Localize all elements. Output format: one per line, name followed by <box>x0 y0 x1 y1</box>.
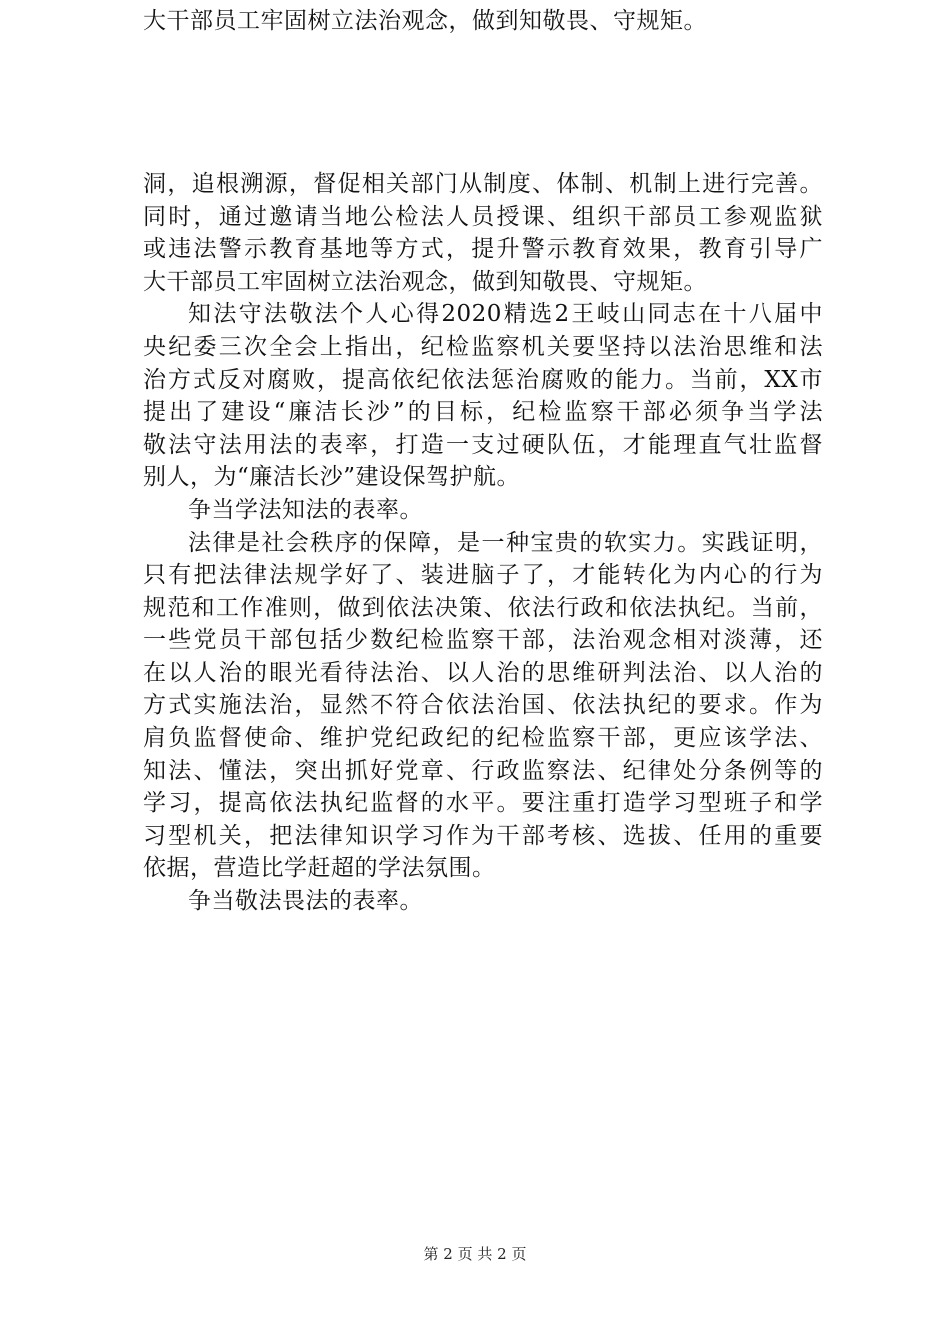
section-heading: 争当学法知法的表率。 <box>188 496 423 523</box>
section-heading: 争当敬法畏法的表率。 <box>188 888 423 915</box>
text-line: 敬法守法用法的表率，打造一支过硬队伍，才能理直气壮监督 <box>143 431 823 458</box>
page-number-footer: 第 2 页 共 2 页 <box>423 1245 527 1263</box>
blank-line <box>143 70 823 103</box>
text-line: 规范和工作准则，做到依法决策、依法行政和依法执纪。当前， <box>143 594 823 621</box>
paragraph-start: 知法守法敬法个人心得2020精选2王岐山同志在十八届中 <box>188 301 823 328</box>
text-line: 提出了建设“廉洁长沙”的目标，纪检监察干部必须争当学法 <box>143 399 823 426</box>
text-line: 同时，通过邀请当地公检法人员授课、组织干部员工参观监狱 <box>143 203 823 230</box>
text-line: 大干部员工牢固树立法治观念，做到知敬畏、守规矩。 <box>143 8 707 34</box>
text-line: 方式实施法治，显然不符合依法治国、依法执纪的要求。作为 <box>143 692 823 719</box>
text-line: 治方式反对腐败，提高依纪依法惩治腐败的能力。当前，XX市 <box>143 366 823 393</box>
text-line: 或违法警示教育基地等方式，提升警示教育效果，教育引导广 <box>143 236 823 263</box>
blank-line <box>143 103 823 136</box>
text-line: 大干部员工牢固树立法治观念，做到知敬畏、守规矩。 <box>143 268 707 295</box>
body-text <box>143 5 823 918</box>
text-line: 学习，提高依法执纪监督的水平。要注重打造学习型班子和学 <box>143 790 823 817</box>
blank-line <box>143 135 823 168</box>
text-line: 一些党员干部包括少数纪检监察干部，法治观念相对淡薄，还 <box>143 627 823 654</box>
text-line: 知法、懂法，突出抓好党章、行政监察法、纪律处分条例等的 <box>143 757 823 784</box>
text-line: 肩负监督使命、维护党纪政纪的纪检监察干部，更应该学法、 <box>143 725 823 752</box>
text-line: 只有把法律法规学好了、装进脑子了，才能转化为内心的行为 <box>143 562 823 589</box>
text-line: 别人，为“廉洁长沙”建设保驾护航。 <box>143 464 521 491</box>
text-line: 洞，追根溯源，督促相关部门从制度、体制、机制上进行完善。 <box>143 170 823 197</box>
text-line: 习型机关，把法律知识学习作为干部考核、选拔、任用的重要 <box>143 822 823 849</box>
text-line: 依据，营造比学赶超的学法氛围。 <box>143 855 496 882</box>
paragraph-start: 法律是社会秩序的保障，是一种宝贵的软实力。实践证明， <box>188 529 823 556</box>
blank-line <box>143 38 823 71</box>
text-line: 央纪委三次全会上指出，纪检监察机关要坚持以法治思维和法 <box>143 333 823 360</box>
text-line: 在以人治的眼光看待法治、以人治的思维研判法治、以人治的 <box>143 659 823 686</box>
